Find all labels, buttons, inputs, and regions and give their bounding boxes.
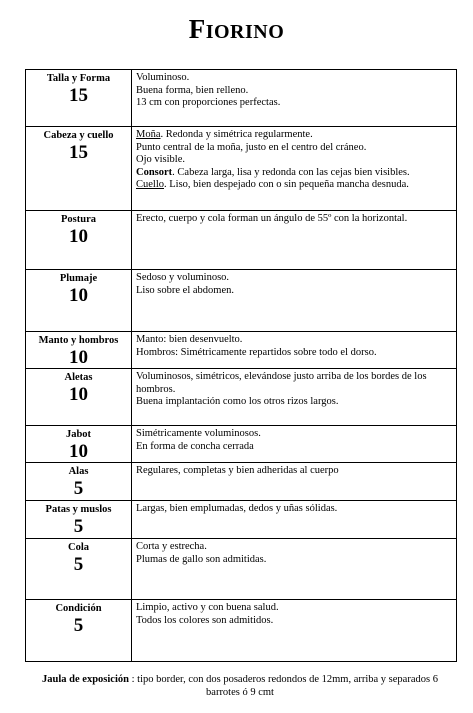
description-line: Simétricamente voluminosos.: [136, 428, 261, 439]
description-line: Manto: bien desenvuelto.: [136, 334, 243, 345]
criterion-row: [26, 463, 457, 501]
description-cell: [132, 600, 457, 662]
criterion-cell: [26, 539, 132, 600]
description-text: . Cabeza larga, lisa y redonda con las cejas bien visibles.: [172, 166, 410, 178]
description-cell: [132, 501, 457, 539]
cage-note: Jaula de exposición : tipo border, con dos posaderos redondos de 12mm, arriba y separados 6 barrotes ó 9 cmt: [42, 674, 438, 698]
criterion-score: 10: [69, 226, 88, 247]
criterion-cell: [26, 501, 132, 539]
criterion-score: 5: [73, 516, 84, 537]
criterion-row: [26, 211, 457, 270]
criterion-row: [26, 369, 457, 426]
criterion-score: 10: [69, 347, 88, 368]
criterion-cell: [26, 127, 132, 211]
criterion-row: [26, 270, 457, 332]
description-line: Punto central de la moña, justo en el centro del cráneo.: [136, 141, 367, 153]
criterion-row: [26, 70, 457, 127]
description-line: Erecto, cuerpo y cola forman un ángulo de 55º con la horizontal.: [136, 213, 408, 224]
criterion-score: 15: [69, 85, 88, 106]
criterion-name: Patas y muslos: [45, 504, 112, 515]
description-text: . Redonda y simétrica regularmente.: [160, 129, 313, 140]
criterion-row: [26, 426, 457, 463]
description-line: En forma de concha cerrada: [136, 440, 254, 452]
criterion-name: Cola: [68, 542, 89, 553]
description-line: [136, 167, 452, 180]
criterion-cell: [26, 270, 132, 332]
description-line: Ojo visible.: [136, 154, 185, 166]
criterion-cell: [26, 211, 132, 270]
description-line: [136, 179, 452, 192]
criterion-score: 10: [69, 441, 88, 462]
description-line: Regulares, completas y bien adheridas al cuerpo: [136, 465, 339, 476]
description-line: Limpio, activo y con buena salud.: [136, 602, 279, 613]
description-line: 13 cm con proporciones perfectas.: [136, 97, 281, 109]
description-cell: [132, 270, 457, 332]
criterion-cell: [26, 70, 132, 127]
criterion-score: 10: [69, 285, 88, 306]
description-line: Liso sobre el abdomen.: [136, 284, 234, 296]
description-line: Hombros: Simétricamente repartidos sobre todo el dorso.: [136, 346, 377, 358]
description-cell: [132, 70, 457, 127]
criterion-name: Alas: [68, 466, 89, 477]
criterion-name: Postura: [61, 214, 96, 225]
criterion-score: 15: [69, 142, 88, 163]
criterion-score: 5: [73, 615, 84, 636]
description-cell: [132, 369, 457, 426]
description-line: Buena forma, bien relleno.: [136, 84, 249, 96]
description-cell: [132, 211, 457, 270]
criterion-cell: [26, 463, 132, 501]
description-label: Consort: [136, 166, 173, 178]
criterion-row: [26, 600, 457, 662]
criterion-name: Cabeza y cuello: [43, 130, 114, 141]
criterion-name: Condición: [55, 603, 102, 614]
criterion-row: [26, 501, 457, 539]
description-line: Buena implantación como los otros rizos largos.: [136, 396, 339, 408]
criterion-score: 5: [73, 554, 84, 575]
description-cell: [132, 332, 457, 369]
criterion-name: Aletas: [64, 372, 93, 383]
page-title: FIORINO: [188, 14, 285, 44]
description-text: . Liso, bien despejado con o sin pequeña mancha desnuda.: [164, 179, 409, 191]
criterion-row: [26, 127, 457, 211]
criterion-cell: [26, 332, 132, 369]
description-line: Plumas de gallo son admitidas.: [136, 553, 267, 565]
description-label: Moña: [136, 129, 161, 140]
criterion-name: Plumaje: [59, 273, 98, 284]
criterion-name: Talla y Forma: [46, 73, 111, 84]
criterion-cell: [26, 600, 132, 662]
description-line: [136, 129, 452, 142]
criterion-name: Jabot: [65, 429, 92, 440]
description-cell: [132, 426, 457, 463]
description-cell: [132, 463, 457, 501]
description-cell: [132, 127, 457, 211]
standard-table: [25, 69, 457, 662]
description-line: Voluminoso.: [136, 72, 190, 83]
criterion-row: [26, 332, 457, 369]
description-cell: [132, 539, 457, 600]
criterion-name: Manto y hombros: [38, 335, 119, 346]
description-line: Largas, bien emplumadas, dedos y uñas sólidas.: [136, 503, 338, 514]
description-line: Corta y estrecha.: [136, 541, 207, 552]
criterion-score: 10: [69, 384, 88, 405]
description-line: Sedoso y voluminoso.: [136, 272, 230, 283]
description-label: Cuello: [136, 179, 164, 191]
criterion-row: [26, 539, 457, 600]
criterion-score: 5: [73, 478, 84, 499]
criterion-cell: [26, 426, 132, 463]
criterion-cell: [26, 369, 132, 426]
description-line: Todos los colores son admitidos.: [136, 614, 274, 626]
description-line: Voluminosos, simétricos, elevándose justo arriba de los bordes de los hombros.: [136, 371, 427, 395]
